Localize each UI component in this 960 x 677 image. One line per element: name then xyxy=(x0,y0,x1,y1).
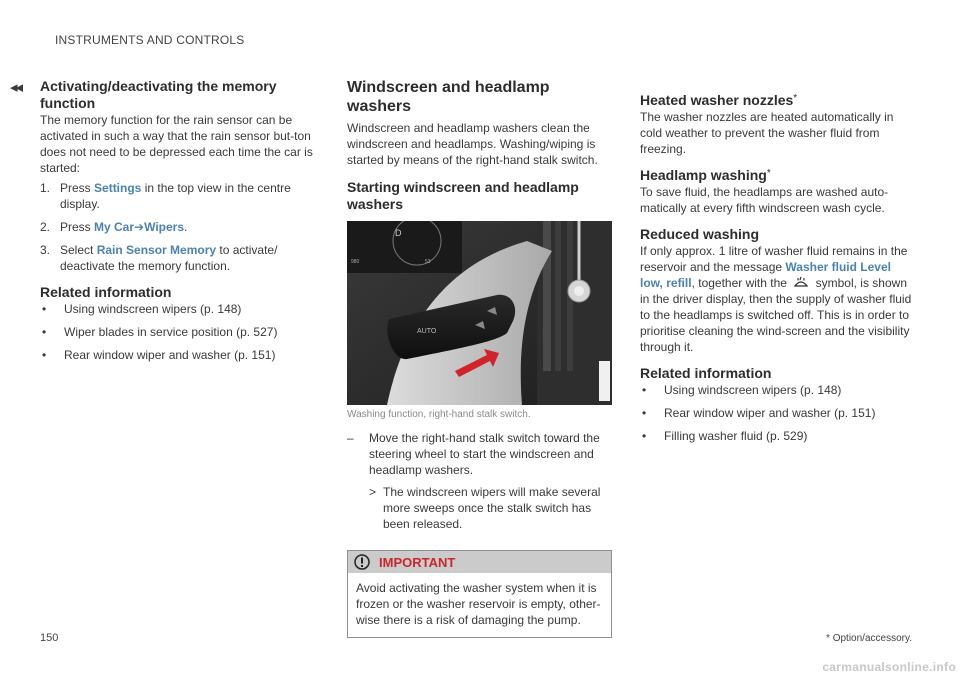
bullet-icon: • xyxy=(642,429,647,443)
memory-function-heading: Activating/deactivating the memory function xyxy=(40,78,277,111)
important-box xyxy=(347,550,612,638)
list-item xyxy=(640,382,912,398)
ui-term-wipers: Wipers xyxy=(144,220,184,234)
step-number: 2. xyxy=(40,220,51,234)
dash-icon: – xyxy=(347,431,354,445)
bullet-icon: • xyxy=(42,325,47,339)
related-info-heading: Related information xyxy=(640,365,772,381)
step-item xyxy=(40,219,322,235)
reduced-washing-heading: Reduced washing xyxy=(640,226,760,242)
step-number: 1. xyxy=(40,181,51,195)
reduced-washing-text xyxy=(640,243,912,355)
instruction-text: Move the right-hand stalk switch toward the steering wheel to start the windscreen and headlamp washers. xyxy=(369,431,600,477)
list-item xyxy=(640,405,912,421)
memory-steps xyxy=(40,180,322,274)
ui-term-rain-sensor-memory: Rain Sensor Memory xyxy=(96,243,217,257)
step-post: in the top view in the centre display. xyxy=(60,181,291,211)
step-text xyxy=(60,219,187,235)
headlamp-washing-heading xyxy=(640,167,912,184)
heated-nozzles-heading xyxy=(640,92,912,109)
related-list xyxy=(40,301,322,363)
step-pre: Press xyxy=(60,220,95,234)
related-link[interactable]: Rear window wiper and washer (p. 151) xyxy=(64,348,276,362)
step-number: 3. xyxy=(40,243,51,257)
related-link[interactable]: Filling washer fluid (p. 529) xyxy=(664,429,808,443)
related-link[interactable]: Using windscreen wipers (p. 148) xyxy=(64,302,242,316)
figure-caption: Washing function, right-hand stalk switch. xyxy=(347,409,531,420)
bullet-icon: • xyxy=(42,348,47,362)
stalk-switch-illustration xyxy=(347,221,612,405)
ui-term-settings: Settings xyxy=(94,181,142,195)
instruction-result xyxy=(369,484,612,532)
related-list xyxy=(640,382,912,444)
svg-text:53: 53 xyxy=(425,259,431,265)
column-memory-function xyxy=(10,78,322,370)
list-item xyxy=(40,347,322,363)
warning-icon xyxy=(354,554,370,570)
washers-heading: Windscreen and headlamp washers xyxy=(347,79,550,115)
washers-intro: Windscreen and headlamp washers clean the windscreen and headlamps. Washing/wiping is started by means of the right-hand stalk switch. xyxy=(347,121,598,167)
heated-nozzles-text: The washer nozzles are heated automatically in cold weather to prevent the washer fluid from freezing. xyxy=(640,110,894,156)
related-link[interactable]: Wiper blades in service position (p. 527) xyxy=(64,325,278,339)
step-text xyxy=(60,242,322,274)
stalk-switch-figure xyxy=(347,221,612,405)
site-watermark: carmanualsonline.info xyxy=(822,660,956,674)
heading-text: Heated washer nozzles xyxy=(640,92,794,108)
text-part: If only approx. 1 litre of washer fluid remains in the reservoir and the message xyxy=(640,244,908,274)
step-item xyxy=(40,180,322,212)
important-header xyxy=(348,551,611,573)
step-item xyxy=(40,242,322,274)
related-link[interactable]: Using windscreen wipers (p. 148) xyxy=(664,383,842,397)
important-text: Avoid activating the washer system when it is frozen or the washer reservoir is empty, other-wise there is a risk of damaging the pump. xyxy=(356,581,601,627)
washer-fluid-icon xyxy=(792,276,810,288)
page-number: 150 xyxy=(40,632,59,644)
bullet-icon: • xyxy=(642,406,647,420)
page-header: INSTRUMENTS AND CONTROLS xyxy=(55,33,245,47)
result-marker-icon: > xyxy=(369,485,377,499)
memory-function-intro: The memory function for the rain sensor can be activated in such a way that the rain sensor but-ton does not need to be depressed each time the car is started: xyxy=(40,113,313,175)
step-post: . xyxy=(184,220,188,234)
bullet-icon: • xyxy=(42,302,47,316)
step-post: to activate/ deactivate the memory function. xyxy=(60,243,278,273)
continued-marker-icon: ◂◂ xyxy=(10,79,22,96)
column-washers xyxy=(347,78,612,638)
starting-washers-heading: Starting windscreen and headlamp washers xyxy=(347,179,579,212)
ui-message-washer-fluid-low: Washer fluid Level low, refill xyxy=(640,260,891,290)
text-part: , together with the xyxy=(691,276,791,290)
ui-term-my-car: My Car xyxy=(94,220,135,234)
list-item xyxy=(40,324,322,340)
list-item xyxy=(640,428,912,444)
important-title: IMPORTANT xyxy=(379,554,456,570)
related-link[interactable]: Rear window wiper and washer (p. 151) xyxy=(664,406,876,420)
list-item xyxy=(40,301,322,317)
column-washer-details xyxy=(640,92,912,451)
related-info-heading: Related information xyxy=(40,284,172,300)
result-text: The windscreen wipers will make several more sweeps once the stalk switch has been released. xyxy=(383,485,601,531)
headlamp-washing-text: To save fluid, the headlamps are washed auto-matically at every fifth windscreen wash cycle. xyxy=(640,185,889,215)
option-footnote: * Option/accessory. xyxy=(826,633,912,644)
svg-text:D: D xyxy=(395,228,402,238)
bullet-icon: • xyxy=(642,383,647,397)
text-part: symbol, is shown in the driver display, then the supply of washer fluid to the headlamps is switched off. This is in order to prioritise cleaning the wind-screen and the visibility through it. xyxy=(640,276,912,354)
arrow-right-icon: ➔ xyxy=(134,220,145,234)
instruction-step xyxy=(347,430,612,478)
step-pre: Press xyxy=(60,181,95,195)
heading-text: Headlamp washing xyxy=(640,167,767,183)
step-text xyxy=(60,180,322,212)
svg-text:AUTO: AUTO xyxy=(417,328,437,335)
svg-text:980: 980 xyxy=(351,259,360,265)
option-asterisk: * xyxy=(766,168,771,179)
step-pre: Select xyxy=(60,243,97,257)
option-asterisk: * xyxy=(793,93,798,104)
